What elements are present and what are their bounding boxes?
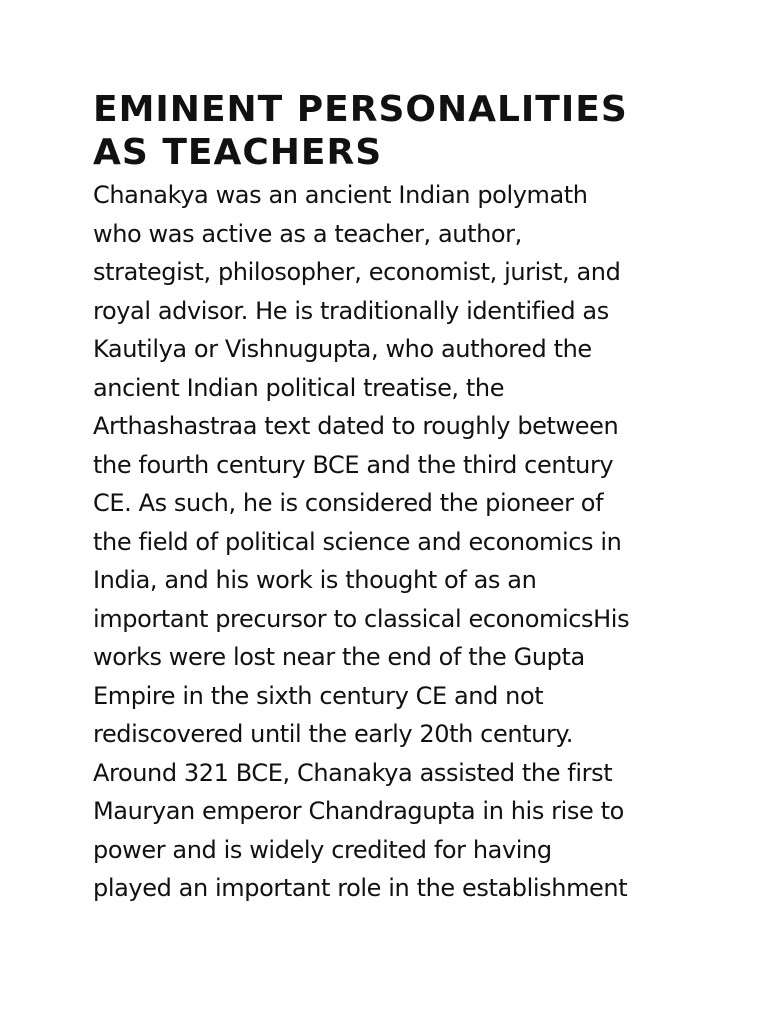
document-body [93, 176, 683, 908]
body-line: important precursor to classical economicsHis [93, 604, 630, 633]
body-line: Kautilya or Vishnugupta, who authored the [93, 335, 592, 363]
body-line: royal advisor. He is traditionally identified as [93, 296, 609, 325]
body-line: Mauryan emperor Chandragupta in his rise to [93, 797, 624, 825]
document-page [93, 88, 683, 908]
body-line: works were lost near the end of the Gupta [93, 643, 585, 671]
document-title: EMINENT PERSONALITIES AS TEACHERS [93, 89, 628, 173]
body-line: Empire in the sixth century CE and not [93, 681, 544, 710]
body-line: Arthashastraa text dated to roughly between [93, 412, 619, 440]
body-line: strategist, philosopher, economist, jurist, and [93, 258, 621, 286]
body-line: power and is widely credited for having [93, 835, 552, 864]
body-line: the fourth century BCE and the third century [93, 450, 614, 479]
body-line: India, and his work is thought of as an [93, 566, 537, 594]
body-line: CE. As such, he is considered the pioneer of [93, 489, 604, 517]
body-line: Around 321 BCE, Chanakya assisted the first [93, 758, 613, 787]
body-line: played an important role in the establishment [93, 874, 628, 902]
body-line: rediscovered until the early 20th century. [93, 720, 574, 748]
body-line: ancient Indian political treatise, the [93, 373, 505, 402]
body-line: the field of political science and economics in [93, 527, 622, 556]
body-line: who was active as a teacher, author, [93, 219, 522, 248]
body-line: Chanakya was an ancient Indian polymath [93, 181, 588, 209]
